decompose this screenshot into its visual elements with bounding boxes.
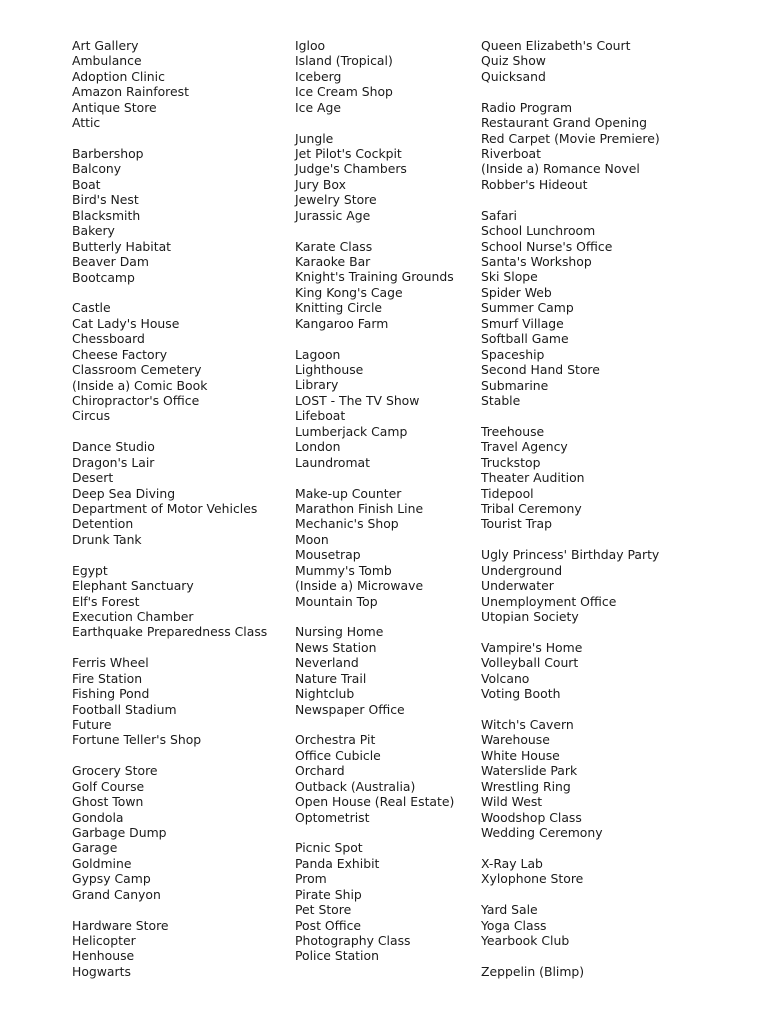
- location-item: Detention: [72, 516, 134, 532]
- location-item: Stable: [481, 392, 521, 408]
- location-item: Voting Booth: [481, 686, 561, 702]
- location-item: Dance Studio: [72, 439, 155, 455]
- location-group: [481, 424, 761, 532]
- location-item: (Inside a) Comic Book: [72, 377, 208, 393]
- location-item: School Nurse's Office: [481, 238, 613, 254]
- location-item: Quicksand: [481, 68, 546, 84]
- location-item: Softball Game: [481, 331, 569, 347]
- location-item: Utopian Society: [481, 609, 579, 624]
- location-item: Woodshop Class: [481, 809, 582, 825]
- location-group: [295, 840, 475, 964]
- location-item: Quiz Show: [481, 53, 546, 69]
- location-item: Deep Sea Diving: [72, 485, 176, 501]
- location-item: Zeppelin (Blimp): [481, 963, 585, 979]
- location-item: Drunk Tank: [72, 531, 142, 547]
- column-1: [72, 38, 287, 995]
- location-item: Fire Station: [72, 670, 143, 686]
- location-item: Grocery Store: [72, 763, 158, 779]
- location-group: [481, 100, 761, 193]
- location-item: Hardware Store: [72, 917, 169, 933]
- location-item: Blacksmith: [72, 207, 141, 223]
- location-item: Jewelry Store: [295, 192, 377, 208]
- location-item: Nursing Home: [295, 624, 384, 640]
- location-item: Dragon's Lair: [72, 454, 155, 470]
- location-group: [481, 902, 761, 948]
- location-item: Department of Motor Vehicles: [72, 500, 258, 516]
- location-item: Golf Course: [72, 778, 145, 794]
- location-item: Volcano: [481, 670, 530, 686]
- location-item: (Inside a) Romance Novel: [481, 161, 640, 177]
- column-2: [295, 38, 475, 979]
- location-group: [72, 763, 287, 902]
- location-item: London: [295, 439, 341, 455]
- location-group: [295, 624, 475, 717]
- location-item: Bird's Nest: [72, 192, 139, 208]
- location-item: Boat: [72, 176, 101, 192]
- location-item: Adoption Clinic: [72, 68, 165, 84]
- location-item: Beaver Dam: [72, 254, 149, 270]
- location-item: Submarine: [481, 377, 549, 393]
- location-item: Underground: [481, 562, 563, 578]
- location-item: Jury Box: [295, 176, 346, 192]
- location-item: Earthquake Preparedness Class: [72, 624, 268, 640]
- location-group: [481, 964, 761, 979]
- location-item: Tourist Trap: [481, 516, 552, 532]
- location-item: Garbage Dump: [72, 825, 167, 841]
- location-item: Ice Cream Shop: [295, 84, 393, 100]
- location-item: Island (Tropical): [295, 53, 393, 69]
- location-item: Pet Store: [295, 902, 352, 918]
- location-item: Gypsy Camp: [72, 871, 151, 887]
- location-item: Panda Exhibit: [295, 855, 380, 871]
- location-item: Orchestra Pit: [295, 732, 376, 748]
- location-group: [72, 655, 287, 748]
- location-item: Balcony: [72, 161, 122, 177]
- location-item: Restaurant Grand Opening: [481, 115, 647, 131]
- location-item: Barbershop: [72, 146, 144, 162]
- location-group: [481, 717, 761, 841]
- location-item: Tribal Ceremony: [481, 500, 582, 516]
- location-group: [72, 38, 287, 131]
- location-item: Make-up Counter: [295, 485, 402, 501]
- location-item: Egypt: [72, 562, 108, 578]
- location-group: [481, 38, 761, 84]
- location-item: Marathon Finish Line: [295, 500, 424, 516]
- location-item: Jurassic Age: [295, 207, 371, 223]
- location-group: [295, 486, 475, 610]
- location-item: Waterslide Park: [481, 763, 578, 779]
- location-group: [72, 439, 287, 547]
- location-item: Goldmine: [72, 855, 132, 871]
- location-item: Jet Pilot's Cockpit: [295, 146, 402, 162]
- location-item: Moon: [295, 531, 329, 547]
- location-item: Tidepool: [481, 485, 534, 501]
- location-item: Lighthouse: [295, 362, 364, 378]
- location-item: Bakery: [72, 223, 115, 239]
- location-item: Spaceship: [481, 346, 545, 362]
- location-item: Karate Class: [295, 238, 373, 254]
- location-item: Library: [295, 377, 339, 393]
- location-item: LOST - The TV Show: [295, 392, 420, 408]
- location-item: Riverboat: [481, 146, 541, 162]
- location-item: Cat Lady's House: [72, 315, 180, 331]
- location-item: News Station: [295, 639, 377, 655]
- location-item: Garage: [72, 840, 118, 856]
- location-item: Travel Agency: [481, 439, 568, 455]
- location-item: Underwater: [481, 578, 554, 594]
- location-item: Desert: [72, 470, 114, 486]
- location-item: Elephant Sanctuary: [72, 578, 194, 594]
- location-item: Chessboard: [72, 331, 145, 347]
- location-item: Optometrist: [295, 809, 370, 825]
- location-item: Red Carpet (Movie Premiere): [481, 130, 660, 146]
- location-item: Chiropractor's Office: [72, 392, 200, 408]
- location-item: Mechanic's Shop: [295, 516, 399, 532]
- location-item: Attic: [72, 115, 101, 131]
- location-item: Butterly Habitat: [72, 238, 172, 254]
- location-item: Football Stadium: [72, 701, 177, 717]
- location-item: Santa's Workshop: [481, 254, 592, 270]
- location-item: Spider Web: [481, 284, 552, 300]
- location-item: Circus: [72, 408, 111, 424]
- location-group: [481, 640, 761, 702]
- location-item: Ski Slope: [481, 269, 538, 285]
- location-item: Vampire's Home: [481, 639, 583, 655]
- location-item: Police Station: [295, 948, 379, 964]
- location-item: Second Hand Store: [481, 362, 600, 378]
- location-item: Newspaper Office: [295, 701, 405, 717]
- location-item: Xylophone Store: [481, 871, 584, 887]
- location-item: Judge's Chambers: [295, 161, 407, 177]
- location-group: [295, 732, 475, 825]
- location-item: Yoga Class: [481, 917, 547, 933]
- column-3: [481, 38, 761, 995]
- location-item: Neverland: [295, 655, 359, 671]
- location-group: [481, 547, 761, 624]
- location-item: Bootcamp: [72, 269, 135, 285]
- location-item: Nightclub: [295, 686, 355, 702]
- location-item: Post Office: [295, 917, 362, 933]
- location-item: Ferris Wheel: [72, 655, 149, 671]
- location-item: Henhouse: [72, 948, 135, 964]
- location-item: Ice Age: [295, 99, 341, 115]
- location-group: [72, 300, 287, 424]
- location-item: Lagoon: [295, 346, 341, 362]
- location-item: Wrestling Ring: [481, 778, 571, 794]
- location-item: School Lunchroom: [481, 223, 596, 239]
- location-item: Karaoke Bar: [295, 254, 371, 270]
- location-item: Truckstop: [481, 454, 541, 470]
- location-item: X-Ray Lab: [481, 855, 543, 871]
- location-item: Elf's Forest: [72, 593, 140, 609]
- location-item: Execution Chamber: [72, 609, 194, 624]
- location-item: King Kong's Cage: [295, 284, 403, 300]
- location-item: Pirate Ship: [295, 886, 362, 902]
- location-item: Igloo: [295, 38, 326, 53]
- location-item: Wedding Ceremony: [481, 825, 603, 841]
- location-item: Laundromat: [295, 454, 370, 470]
- location-item: Warehouse: [481, 732, 550, 748]
- location-item: Art Gallery: [72, 38, 139, 53]
- location-item: (Inside a) Microwave: [295, 578, 424, 594]
- location-group: [295, 347, 475, 471]
- location-group: [72, 918, 287, 980]
- location-item: Queen Elizabeth's Court: [481, 38, 631, 53]
- location-item: Grand Canyon: [72, 886, 161, 902]
- location-group: [295, 38, 475, 115]
- location-item: Mountain Top: [295, 593, 378, 609]
- location-item: Nature Trail: [295, 670, 367, 686]
- location-item: Lifeboat: [295, 408, 346, 424]
- location-group: [481, 208, 761, 409]
- location-item: Orchard: [295, 763, 345, 779]
- location-item: Outback (Australia): [295, 778, 416, 794]
- location-item: Cheese Factory: [72, 346, 168, 362]
- location-group: [481, 856, 761, 887]
- location-item: Unemployment Office: [481, 593, 617, 609]
- location-item: Knitting Circle: [295, 300, 383, 316]
- location-item: Witch's Cavern: [481, 716, 574, 732]
- location-item: Ghost Town: [72, 794, 144, 810]
- location-item: Fishing Pond: [72, 686, 150, 702]
- location-item: Radio Program: [481, 99, 573, 115]
- location-item: Amazon Rainforest: [72, 84, 189, 100]
- location-item: Yard Sale: [481, 902, 538, 918]
- location-item: Mousetrap: [295, 547, 361, 563]
- location-item: Helicopter: [72, 933, 136, 949]
- location-item: Treehouse: [481, 423, 545, 439]
- location-item: Theater Audition: [481, 470, 585, 486]
- location-item: Kangaroo Farm: [295, 315, 389, 331]
- location-item: Robber's Hideout: [481, 176, 588, 192]
- location-item: Yearbook Club: [481, 933, 570, 948]
- location-item: White House: [481, 747, 560, 763]
- location-item: Lumberjack Camp: [295, 423, 408, 439]
- location-item: Jungle: [295, 130, 334, 146]
- location-item: Open House (Real Estate): [295, 794, 455, 810]
- location-item: Ugly Princess' Birthday Party: [481, 547, 660, 563]
- location-item: Office Cubicle: [295, 747, 381, 763]
- location-item: Future: [72, 717, 112, 733]
- location-group: [72, 146, 287, 285]
- location-group: [295, 131, 475, 224]
- location-item: Ambulance: [72, 53, 142, 69]
- location-item: Smurf Village: [481, 315, 564, 331]
- location-item: Picnic Spot: [295, 840, 363, 856]
- location-item: Mummy's Tomb: [295, 562, 392, 578]
- location-item: Summer Camp: [481, 300, 574, 316]
- location-item: Knight's Training Grounds: [295, 269, 454, 285]
- location-item: Photography Class: [295, 933, 411, 949]
- location-item: Prom: [295, 871, 327, 887]
- location-item: Hogwarts: [72, 963, 131, 979]
- location-item: Castle: [72, 300, 111, 316]
- location-item: Gondola: [72, 809, 124, 825]
- location-group: [72, 563, 287, 640]
- location-item: Antique Store: [72, 99, 157, 115]
- location-item: Safari: [481, 207, 517, 223]
- location-item: Iceberg: [295, 68, 342, 84]
- location-item: Wild West: [481, 794, 543, 810]
- location-item: Fortune Teller's Shop: [72, 732, 202, 748]
- location-item: Volleyball Court: [481, 655, 579, 671]
- location-group: [295, 239, 475, 332]
- location-item: Classroom Cemetery: [72, 362, 202, 378]
